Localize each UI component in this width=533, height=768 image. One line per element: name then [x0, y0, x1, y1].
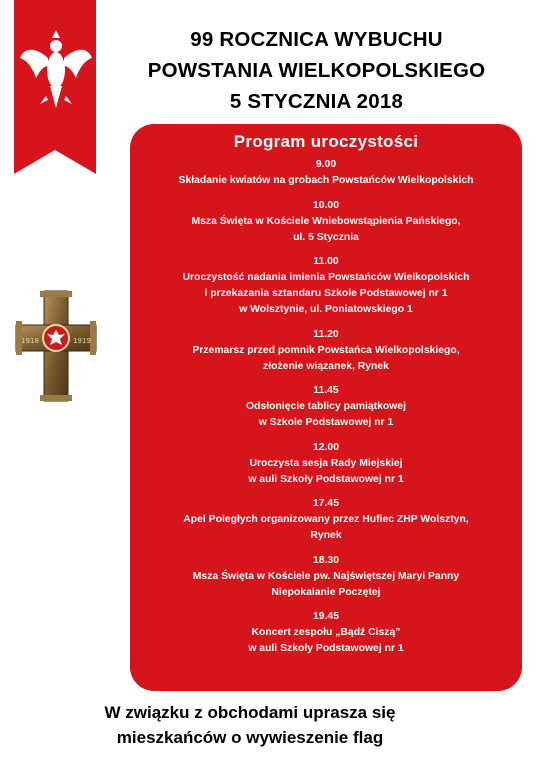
event-time: 18.30	[312, 554, 339, 566]
program-event	[130, 327, 522, 375]
event-time: 10.00	[312, 199, 339, 211]
event-time: 17.45	[312, 498, 339, 509]
event-description: w Szkole Podstawowej nr 1	[258, 417, 394, 428]
event-description: Msza Święta w Kościele pw. Najświętszej Maryi Panny	[192, 570, 460, 582]
event-description: w Wolsztynie, ul. Poniatowskiego 1	[239, 304, 413, 315]
program-panel	[130, 124, 522, 691]
eagle-banner	[14, 0, 96, 174]
event-description: i przekazania sztandaru Szkole Podstawowej nr 1	[204, 288, 448, 299]
cross-year-right: 1919	[73, 337, 91, 345]
program-title: Program uroczystości	[233, 132, 419, 151]
event-description: złożenie wiązanek, Rynek	[263, 360, 389, 372]
title-line-1: 99 ROCZNICA WYBUCHU	[190, 28, 443, 51]
program-event	[130, 496, 522, 544]
program-event-list	[130, 157, 522, 657]
event-description: Odsłonięcie tablicy pamiątkowej	[246, 401, 406, 412]
event-description: Niepokalanie Poczętej	[271, 586, 381, 598]
event-time: 12.00	[312, 441, 339, 453]
event-description: Rynek	[310, 530, 342, 541]
event-description: ul. 5 Stycznia	[293, 231, 359, 243]
event-description: Apel Poległych organizowany przez Hufiec ZHP Wolsztyn,	[183, 514, 469, 525]
eagle-icon	[14, 0, 96, 174]
program-event	[130, 198, 522, 246]
event-description: Koncert zespołu „Bądź Ciszą”	[251, 627, 401, 638]
program-event	[130, 383, 522, 431]
event-description: w auli Szkoły Podstawowej nr 1	[248, 473, 404, 485]
event-time: 11.45	[313, 385, 339, 396]
event-description: Uroczystość nadania imienia Powstańców Wielkopolskich	[182, 272, 470, 283]
event-time: 9.00	[315, 159, 337, 170]
cross-year-left: 1918	[21, 337, 39, 345]
event-time: 19.45	[312, 611, 339, 622]
title-line-2: POWSTANIA WIELKOPOLSKIEGO	[147, 59, 486, 82]
title-line-3: 5 STYCZNIA 2018	[229, 90, 404, 113]
event-description: w auli Szkoły Podstawowej nr 1	[248, 643, 404, 654]
program-event	[130, 440, 522, 488]
cross-icon	[14, 289, 98, 403]
program-event	[130, 609, 522, 657]
event-description: Przemarsz przed pomnik Powstańca Wielkopolskiego,	[192, 344, 460, 356]
program-event	[130, 254, 522, 318]
program-event	[130, 553, 522, 601]
footer-line-2: mieszkańców o wywieszenie flag	[116, 728, 384, 747]
uprising-cross	[14, 289, 98, 403]
event-time: 11.00	[313, 256, 339, 267]
event-description: Uroczysta sesja Rady Miejskiej	[249, 457, 403, 469]
footer-line-1: W związku z obchodami uprasza się	[104, 703, 396, 722]
footer-notice	[40, 700, 460, 750]
page-title	[110, 24, 523, 117]
program-event	[130, 157, 522, 189]
event-description: Składanie kwiatów na grobach Powstańców Wielkopolskich	[178, 175, 474, 186]
event-description: Msza Święta w Kościele Wniebowstąpienia Pańskiego,	[191, 215, 461, 227]
event-time: 11.20	[313, 328, 339, 340]
